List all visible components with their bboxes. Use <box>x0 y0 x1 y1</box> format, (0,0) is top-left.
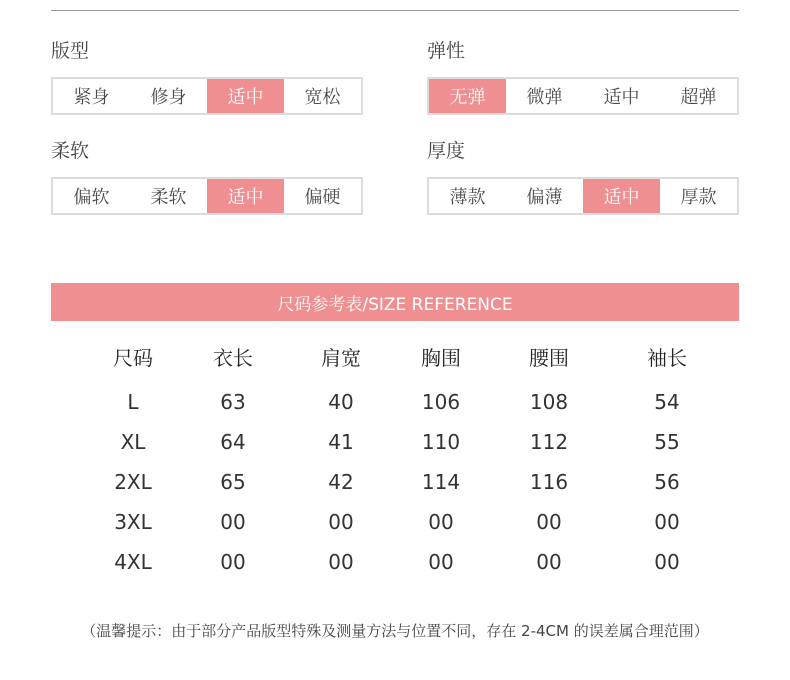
measurement-note: （温馨提示：由于部分产品版型特殊及测量方法与位置不同，存在 2-4CM 的误差属合理范围） <box>81 622 709 640</box>
fit-option-4[interactable]: 宽松 <box>304 87 341 108</box>
elasticity-option-2[interactable]: 微弹 <box>526 87 563 108</box>
table-row <box>0 542 790 582</box>
softness-option-4[interactable]: 偏硬 <box>304 187 341 208</box>
cell-shoulder: 00 <box>328 550 354 574</box>
top-divider <box>51 10 739 11</box>
cell-waist: 116 <box>529 470 569 494</box>
attr-title-softness: 柔软 <box>51 140 90 162</box>
elasticity-option-1[interactable]: 无弹 <box>429 79 506 113</box>
cell-shoulder: 42 <box>328 470 354 494</box>
attr-title-elasticity: 弹性 <box>427 40 466 62</box>
cell-size: 4XL <box>114 550 152 574</box>
cell-length: 00 <box>220 510 246 534</box>
attr-group-elasticity <box>427 40 739 115</box>
fit-option-2[interactable]: 修身 <box>150 87 187 108</box>
size-table <box>0 338 790 582</box>
cell-sleeve: 55 <box>654 430 680 454</box>
thickness-option-4[interactable]: 厚款 <box>680 187 717 208</box>
fit-option-1[interactable]: 紧身 <box>73 87 110 108</box>
cell-waist: 00 <box>536 550 562 574</box>
cell-chest: 114 <box>421 470 461 494</box>
cell-length: 64 <box>220 430 246 454</box>
cell-chest: 00 <box>428 550 454 574</box>
softness-option-2[interactable]: 柔软 <box>150 187 187 208</box>
header-length: 衣长 <box>213 346 253 370</box>
attr-title-thickness: 厚度 <box>427 140 466 162</box>
table-row <box>0 462 790 502</box>
table-row <box>0 502 790 542</box>
header-sleeve: 袖长 <box>647 346 687 370</box>
cell-chest: 110 <box>421 430 461 454</box>
cell-size: XL <box>120 430 146 454</box>
header-size: 尺码 <box>113 346 153 370</box>
cell-sleeve: 00 <box>654 550 680 574</box>
cell-shoulder: 00 <box>328 510 354 534</box>
thickness-selector <box>427 177 739 215</box>
header-waist: 腰围 <box>529 346 569 370</box>
cell-length: 63 <box>220 390 246 414</box>
attr-group-fit <box>51 40 363 115</box>
size-table-header <box>0 338 790 382</box>
attr-title-fit: 版型 <box>51 40 90 62</box>
cell-size: L <box>127 390 139 414</box>
cell-shoulder: 41 <box>328 430 354 454</box>
cell-chest: 00 <box>428 510 454 534</box>
cell-size: 3XL <box>114 510 152 534</box>
thickness-option-2[interactable]: 偏薄 <box>526 187 563 208</box>
softness-option-3[interactable]: 适中 <box>207 179 284 213</box>
elasticity-option-4[interactable]: 超弹 <box>680 87 717 108</box>
header-chest: 胸围 <box>421 346 461 370</box>
cell-chest: 106 <box>421 390 461 414</box>
cell-length: 00 <box>220 550 246 574</box>
table-row <box>0 422 790 462</box>
table-row <box>0 382 790 422</box>
softness-selector <box>51 177 363 215</box>
elasticity-option-3[interactable]: 适中 <box>603 87 640 108</box>
fit-selector <box>51 77 363 115</box>
cell-waist: 00 <box>536 510 562 534</box>
cell-sleeve: 56 <box>654 470 680 494</box>
attr-group-thickness <box>427 140 739 215</box>
size-reference-banner: 尺码参考表/SIZE REFERENCE <box>51 283 739 321</box>
cell-size: 2XL <box>114 470 152 494</box>
thickness-option-1[interactable]: 薄款 <box>449 187 486 208</box>
thickness-option-3[interactable]: 适中 <box>583 179 660 213</box>
header-shoulder: 肩宽 <box>321 346 361 370</box>
cell-sleeve: 54 <box>654 390 680 414</box>
cell-waist: 112 <box>529 430 569 454</box>
cell-length: 65 <box>220 470 246 494</box>
elasticity-selector <box>427 77 739 115</box>
cell-waist: 108 <box>529 390 569 414</box>
cell-shoulder: 40 <box>328 390 354 414</box>
softness-option-1[interactable]: 偏软 <box>73 187 110 208</box>
cell-sleeve: 00 <box>654 510 680 534</box>
fit-option-3[interactable]: 适中 <box>207 79 284 113</box>
attr-group-softness <box>51 140 363 215</box>
